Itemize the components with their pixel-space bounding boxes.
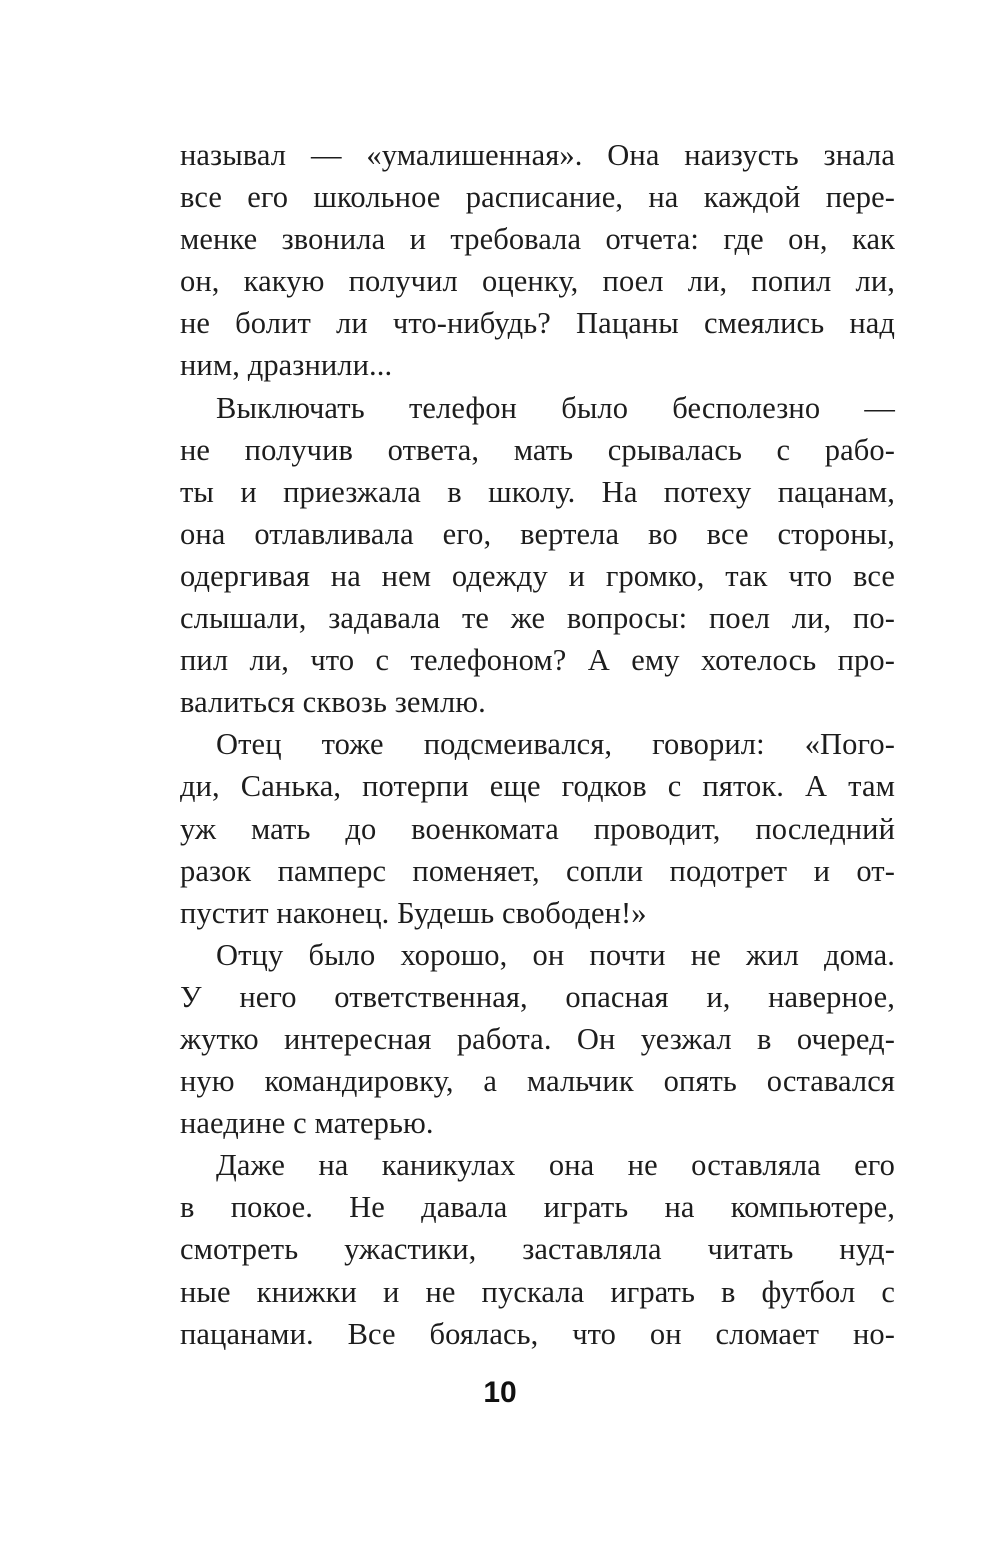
paragraph-first-line: Выключать телефон было бесполезно — — [216, 390, 895, 425]
text-line: наедине с матерью. — [180, 1106, 434, 1141]
text-line: называл — «умалишенная». Она наизусть знала — [180, 138, 895, 172]
text-line: он, какую получил оценку, поел ли, попил ли, — [180, 264, 895, 299]
text-line: У него ответственная, опасная и, наверное, — [180, 979, 895, 1014]
paragraph-first-line: Отцу было хорошо, он почти не жил дома. — [216, 937, 895, 972]
text-line: пацанами. Все боялась, что он сломает но- — [180, 1316, 895, 1351]
text-line: пустит наконец. Будешь свободен!» — [180, 895, 647, 930]
text-line: слышали, задавала те же вопросы: поел ли, по- — [180, 601, 895, 636]
text-line: валиться сквозь землю. — [180, 685, 486, 720]
text-line: смотреть ужастики, заставляла читать нуд- — [180, 1232, 895, 1267]
text-line: ную командировку, а мальчик опять оставался — [180, 1064, 895, 1099]
text-line: уж мать до военкомата проводит, последний — [180, 811, 895, 846]
text-line: ди, Санька, потерпи еще годков с пяток. А там — [180, 769, 895, 804]
text-line: одергивая на нем одежду и громко, так что все — [180, 558, 895, 593]
text-line: пил ли, что с телефоном? А ему хотелось про- — [180, 643, 895, 678]
text-line: менке звонила и требовала отчета: где он, как — [180, 222, 895, 257]
text-line: в покое. Не давала играть на компьютере, — [180, 1190, 895, 1225]
text-line: все его школьное расписание, на каждой пере- — [180, 180, 895, 215]
body-text — [180, 134, 895, 1355]
text-line: жутко интересная работа. Он уезжал в очеред- — [180, 1021, 895, 1056]
text-line: она отлавливала его, вертела во все стороны, — [180, 516, 895, 551]
text-line: ные книжки и не пускала играть в футбол с — [180, 1274, 895, 1309]
text-line: не болит ли что-нибудь? Пацаны смеялись над — [180, 306, 895, 341]
text-line: ты и приезжала в школу. На потеху пацанам, — [180, 474, 895, 509]
text-line: не получив ответа, мать срывалась с рабо- — [180, 432, 895, 467]
paragraph-first-line: Даже на каникулах она не оставляла его — [216, 1148, 895, 1183]
text-line: разок памперс поменяет, сопли подотрет и от- — [180, 853, 895, 888]
paragraph-first-line: Отец тоже подсмеивался, говорил: «Пого- — [216, 727, 895, 762]
page-number: 10 — [483, 1376, 517, 1409]
text-line: ним, дразнили... — [180, 348, 393, 383]
